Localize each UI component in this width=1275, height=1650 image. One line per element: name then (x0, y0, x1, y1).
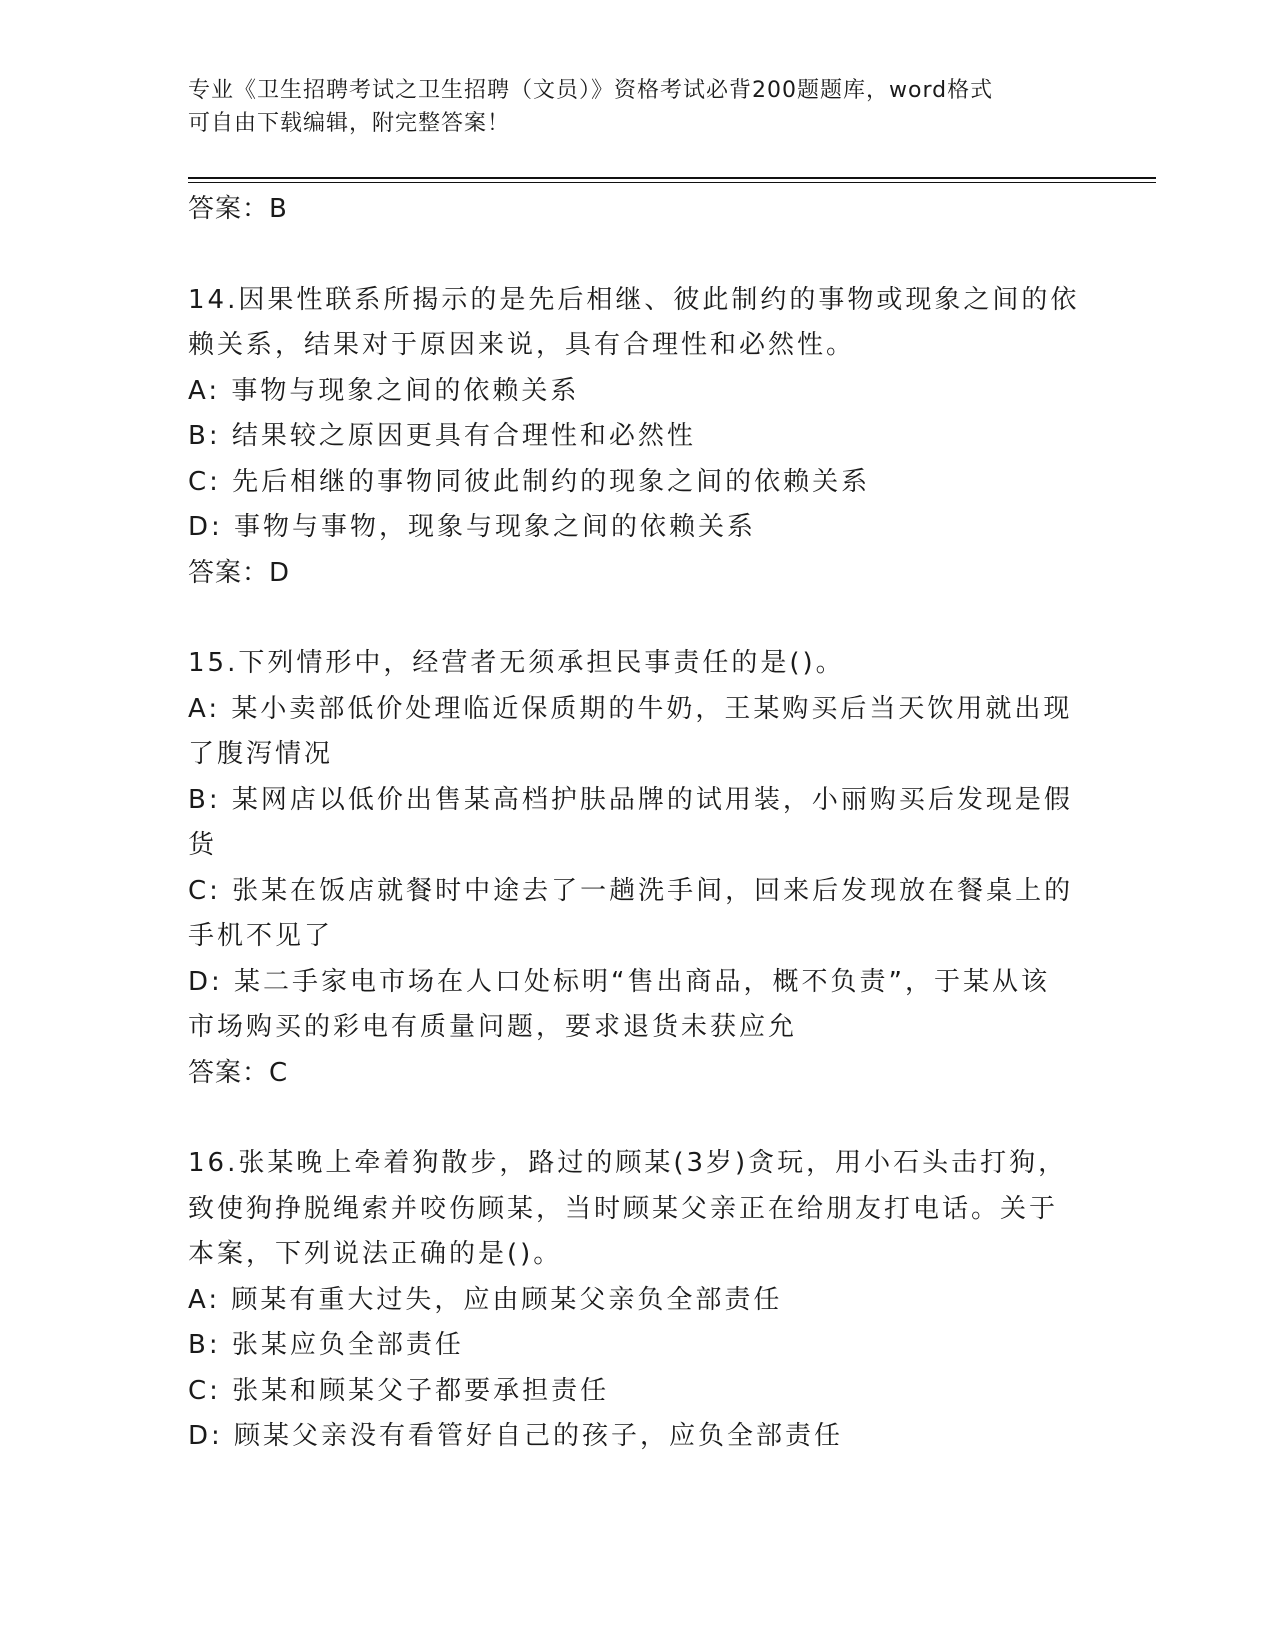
spacer (188, 233, 1088, 278)
document-body (188, 187, 1088, 1460)
option-d: D: 顾某父亲没有看管好自己的孩子，应负全部责任 (188, 1421, 844, 1451)
spacer (188, 1096, 1088, 1141)
option-c-continued: 手机不见了 (188, 921, 334, 951)
option-a: A: 事物与现象之间的依赖关系 (188, 375, 580, 406)
option-a: A: 某小卖部低价处理临近保质期的牛奶，王某购买后当天饮用就出现 (188, 693, 1073, 724)
option-a: A: 顾某有重大过失，应由顾某父亲负全部责任 (188, 1284, 783, 1315)
header-line-1: 专业《卫生招聘考试之卫生招聘（文员）》资格考试必背200题题库，word格式 (188, 78, 994, 103)
option-c: C: 张某和顾某父子都要承担责任 (188, 1375, 610, 1406)
header-line-2: 可自由下载编辑，附完整答案！ (188, 111, 511, 136)
question-stem-line: 14.因果性联系所揭示的是先后相继、彼此制约的事物或现象之间的依 (188, 284, 1080, 315)
question-stem-line: 本案，下列说法正确的是()。 (188, 1239, 563, 1269)
option-c: C: 先后相继的事物同彼此制约的现象之间的依赖关系 (188, 466, 871, 497)
question-14 (188, 278, 1088, 597)
option-b: B: 某网店以低价出售某高档护肤品牌的试用装，小丽购买后发现是假 (188, 784, 1073, 815)
option-d: D: 事物与事物，现象与现象之间的依赖关系 (188, 512, 757, 542)
answer-label: 答案：D (188, 557, 291, 588)
header-rule-thin (188, 182, 1156, 183)
option-a-continued: 了腹泻情况 (188, 739, 334, 769)
option-d: D: 某二手家电市场在人口处标明“售出商品，概不负责”，于某从该 (188, 966, 1050, 997)
option-b-continued: 货 (188, 830, 218, 860)
question-stem-line: 赖关系，结果对于原因来说，具有合理性和必然性。 (188, 330, 856, 360)
question-15 (188, 641, 1088, 1096)
document-header (188, 74, 1068, 140)
question-stem-line: 16.张某晚上牵着狗散步，路过的顾某(3岁)贪玩，用小石头击打狗， (188, 1148, 1068, 1178)
option-c: C: 张某在饭店就餐时中途去了一趟洗手间，回来后发现放在餐桌上的 (188, 875, 1074, 906)
option-d-continued: 市场购买的彩电有质量问题，要求退货未获应允 (188, 1012, 798, 1042)
header-rule-thick (188, 177, 1156, 179)
question-stem-line: 致使狗挣脱绳索并咬伤顾某，当时顾某父亲正在给朋友打电话。关于 (188, 1193, 1059, 1224)
answer-label: 答案：C (188, 1057, 289, 1088)
question-16 (188, 1141, 1088, 1460)
option-b: B: 结果较之原因更具有合理性和必然性 (188, 421, 696, 451)
answer-label: 答案：B (188, 194, 288, 224)
option-b: B: 张某应负全部责任 (188, 1330, 464, 1360)
spacer (188, 596, 1088, 641)
question-stem-line: 15.下列情形中，经营者无须承担民事责任的是()。 (188, 648, 845, 678)
